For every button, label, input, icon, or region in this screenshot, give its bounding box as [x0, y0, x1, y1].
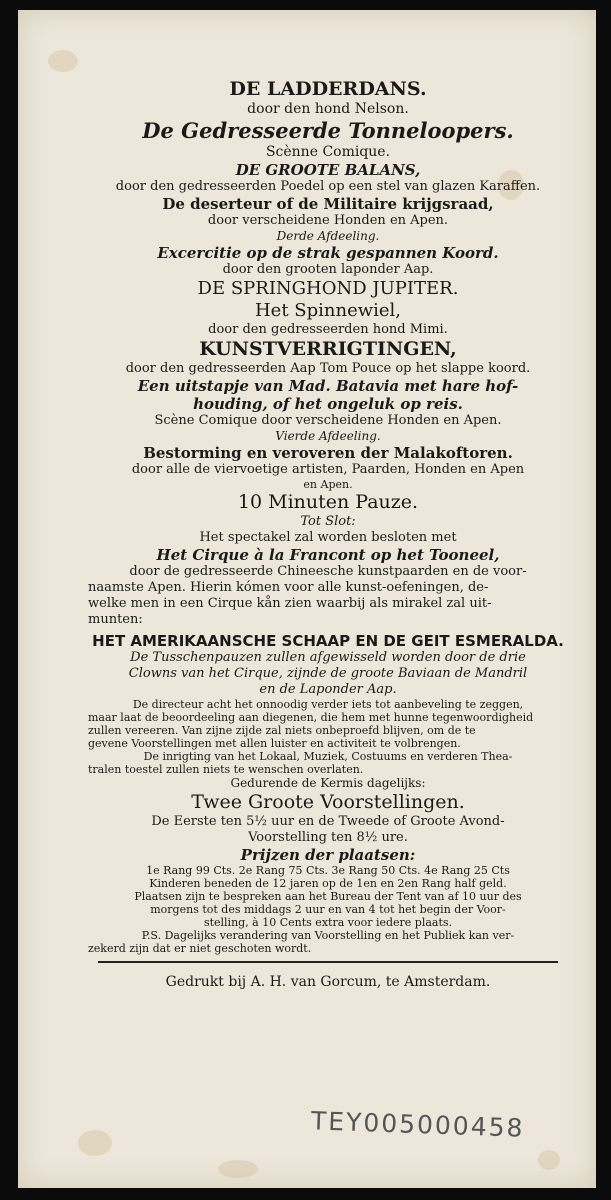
foxing-stain: [48, 50, 78, 72]
playbill-line: De Tusschenpauzen zullen afgewisseld worden door de drie: [130, 650, 526, 665]
playbill-line: DE LADDERDANS.: [229, 78, 427, 100]
playbill-line: Het Spinnewiel,: [254, 300, 402, 321]
playbill-line: houding, of het ongeluk op reis.: [193, 395, 463, 413]
playbill-line: munten:: [88, 612, 143, 627]
playbill-line: De Eerste ten 5½ uur en de Tweede of Groote Avond-: [151, 814, 505, 829]
playbill-line: De directeur acht het onnoodig verder iets tot aanbeveling te zeggen,: [132, 698, 524, 711]
playbill-line: De deserteur of de Militaire krijgsraad,: [162, 195, 494, 213]
playbill-line: naamste Apen. Hierin kómen voor alle kunst-oefeningen, de-: [88, 580, 489, 595]
playbill-line: Scènne Comique.: [265, 144, 391, 160]
playbill-line: welke men in een Cirque kån zien waarbij als mirakel zal uit-: [88, 596, 492, 611]
printer-credit: Gedrukt bij A. H. van Gorcum, te Amsterdam.: [165, 974, 491, 990]
playbill-line: KUNSTVERRIGTINGEN,: [199, 338, 457, 360]
playbill-line: Scène Comique door verscheidene Honden en Apen.: [154, 413, 502, 428]
foxing-stain: [78, 1130, 112, 1156]
playbill-line: door den gedresseerden Poedel op een stel van glazen Karaffen.: [115, 179, 541, 194]
playbill-line: DE GROOTE BALANS,: [235, 161, 421, 179]
playbill-line: stelling, à 10 Cents extra voor iedere plaats.: [203, 916, 453, 929]
playbill-line: maar laat de beoordeeling aan diegenen, die hem met hunne tegenwoordigheid: [88, 711, 534, 724]
inventory-number: TEY005000458: [310, 1106, 525, 1143]
playbill-line: Het spectakel zal worden besloten met: [199, 530, 457, 545]
foxing-stain: [538, 1150, 560, 1170]
playbill-line: door den gedresseerden hond Mimi.: [208, 322, 448, 337]
playbill-line: Bestorming en veroveren der Malakoftoren.: [143, 444, 513, 462]
playbill-line: Het Cirque à la Francont op het Tooneel,: [156, 546, 500, 564]
playbill-line: Voorstelling ten 8½ ure.: [248, 830, 408, 845]
playbill-line: Tot Slot:: [300, 514, 356, 529]
playbill-line: HET AMERIKAANSCHE SCHAAP EN DE GEIT ESMERALDA.: [92, 632, 564, 650]
playbill-line: Clowns van het Cirque, zijnde de groote Baviaan de Mandril: [128, 666, 528, 681]
playbill-line: Derde Afdeeling.: [276, 229, 380, 243]
playbill-line: Excercitie op de strak gespannen Koord.: [157, 244, 499, 262]
playbill-text: [88, 78, 568, 993]
playbill-line: Gedurende de Kermis dagelijks:: [230, 776, 426, 790]
playbill-line: P.S. Dagelijks verandering van Voorstelling en het Publiek kan ver-: [141, 929, 515, 942]
playbill-line: en de Laponder Aap.: [259, 682, 397, 697]
playbill-line: gevene Voorstellingen met allen luister en activiteit te volbrengen.: [88, 737, 461, 750]
playbill-line: door de gedresseerde Chineesche kunstpaarden en de voor-: [129, 564, 527, 579]
playbill-line: door den gedresseerden Aap Tom Pouce op het slappe koord.: [125, 361, 531, 376]
playbill-line: zekerd zijn dat er niet geschoten wordt.: [88, 942, 312, 955]
foxing-stain: [218, 1160, 258, 1178]
playbill-line: Een uitstapje van Mad. Batavia met hare hof-: [137, 377, 519, 395]
playbill-line: Twee Groote Voorstellingen.: [191, 791, 465, 813]
poster-sheet: [18, 10, 596, 1188]
playbill-line: De Gedresseerde Tonneloopers.: [142, 118, 514, 143]
playbill-line: door den grooten laponder Aap.: [222, 262, 434, 277]
playbill-line: en Apen.: [303, 478, 353, 491]
playbill-line: De inrigting van het Lokaal, Muziek, Costuums en verderen Thea-: [143, 750, 513, 763]
playbill-line: Kinderen beneden de 12 jaren op de 1en en 2en Rang half geld.: [149, 877, 507, 890]
playbill-line: 10 Minuten Pauze.: [237, 491, 419, 513]
playbill-line: door alle de viervoetige artisten, Paarden, Honden en Apen: [131, 462, 525, 477]
playbill-line: Plaatsen zijn te bespreken aan het Bureau der Tent van af 10 uur des: [134, 890, 522, 903]
playbill-line: 1e Rang 99 Cts. 2e Rang 75 Cts. 3e Rang 50 Cts. 4e Rang 25 Cts: [146, 864, 510, 877]
playbill-line: Vierde Afdeeling.: [275, 429, 381, 443]
playbill-line: zullen vereeren. Van zijne zijde zal niets onbeproefd blijven, om de te: [88, 724, 476, 737]
playbill-line: Prijzen der plaatsen:: [240, 846, 416, 864]
playbill-line: door verscheidene Honden en Apen.: [207, 213, 449, 228]
playbill-line: DE SPRINGHOND JUPITER.: [197, 278, 459, 299]
playbill-line: door den hond Nelson.: [247, 101, 409, 117]
playbill-line: morgens tot des middags 2 uur en van 4 tot het begin der Voor-: [150, 903, 506, 916]
playbill-line: tralen toestel zullen niets te wenschen overlaten.: [88, 763, 364, 776]
divider-rule: [98, 961, 558, 963]
